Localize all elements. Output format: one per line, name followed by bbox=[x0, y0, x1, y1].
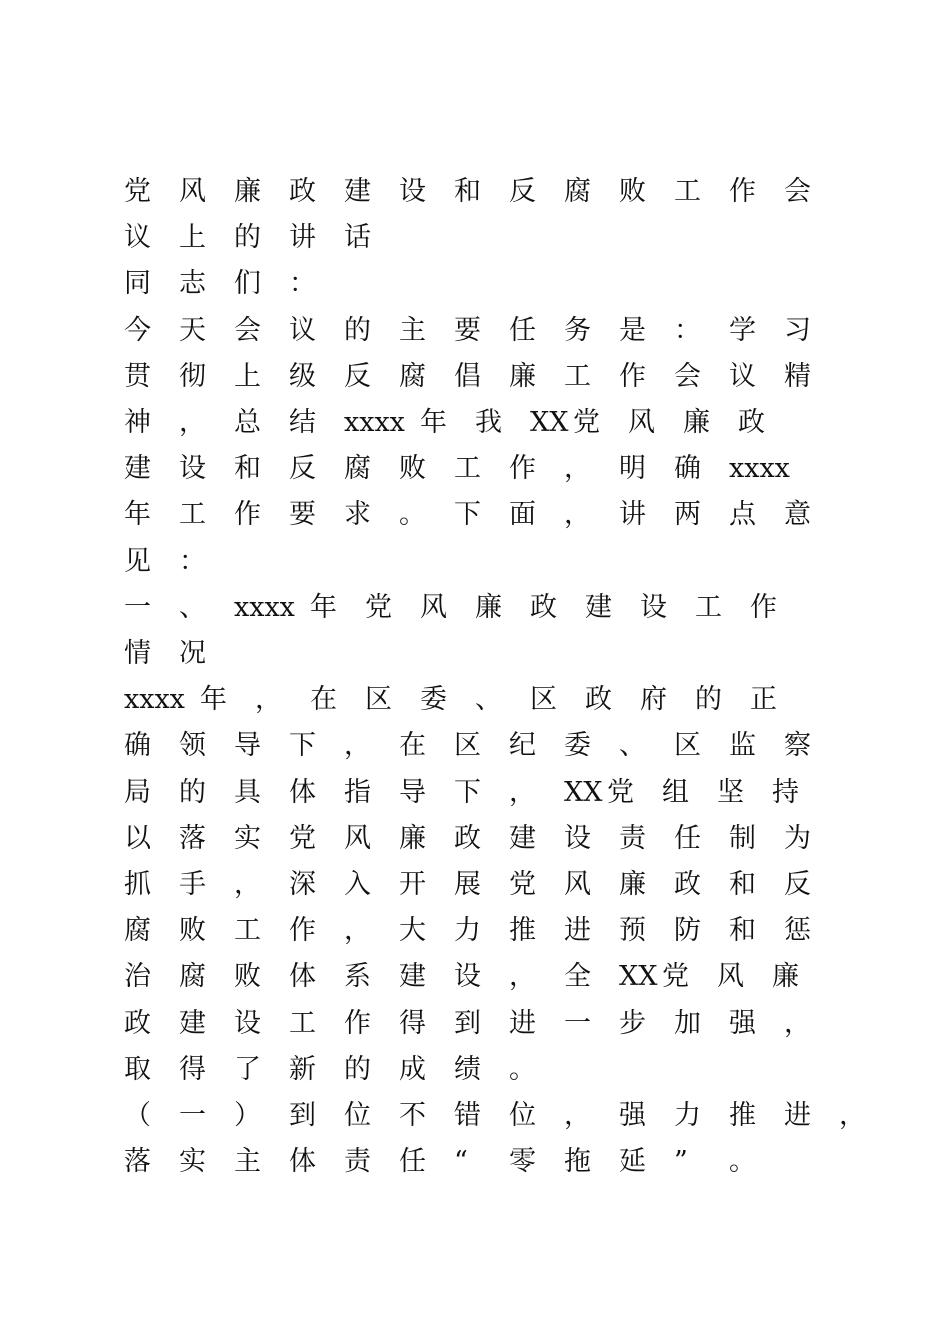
document-page: 党 风 廉 政 建 设 和 反 腐 败 工 作 会 议 上 的 讲 话 同 志 们 ： 今 天 会 议 的 主 要 任 务 是 ： 学 习 贯 彻 上 级 反 腐 倡 廉 工 作 会 议 精 神 ， 总 结 xxxx 年 我 XX 党 风 廉 政 建 设 和 反 腐 败 工 作 ， 明 确 xxxx 年 工 作 要 求 。 下 面 ， 讲 两 点 意 见 ： 一 、 xxxx 年 党 风 廉 政 建 设 工 作 情 况 xxxx 年 ， 在 区 委 、 区 政 府 的 正 确 领 导 下 ， 在 区 纪 委 、 区 监 察 局 的 具 体 指 导 下 ， XX 党 组 坚 持 以 落 实 党 风 廉 政 建 设 责 任 制 为 抓 手 ， 深 入 开 展 党 风 廉 政 和 反 腐 败 工 作 ， 大 力 推 进 预 防 和 惩 治 腐 败 体 系 建 设 ， 全 XX 党 风 廉 政 建 设 工 作 得 到 进 一 步 加 强 ， 取 得 了 新 的 成 绩 。 （ 一 ） 到 位 不 错 位 ， 强 力 推 进 ， 落 实 主 体 责 任 “ 零 拖 延 ” 。 bbox=[0, 0, 950, 1344]
